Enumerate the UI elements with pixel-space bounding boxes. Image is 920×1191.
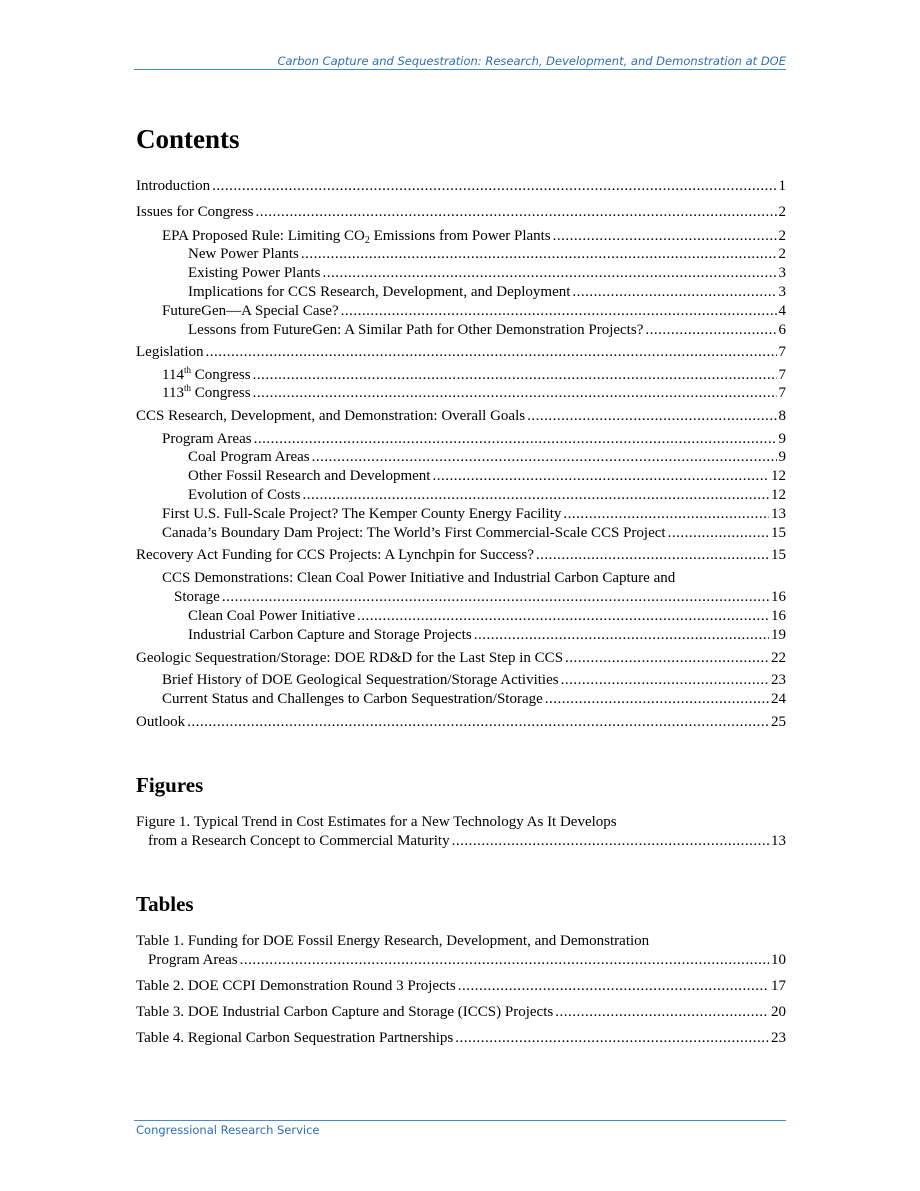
- toc-entry[interactable]: [188, 625, 786, 645]
- dot-leader: [545, 689, 769, 709]
- toc-entry[interactable]: [136, 342, 786, 362]
- toc-entry-page: 1: [778, 178, 786, 194]
- toc-entry-title: Legislation: [136, 344, 204, 360]
- dot-leader: [301, 244, 777, 264]
- toc-entry-title: Introduction: [136, 178, 211, 194]
- toc-entry-title: Program Areas: [148, 952, 238, 968]
- toc-entry-title-line1: Table 1. Funding for DOE Fossil Energy Research, Development, and Demonstration: [136, 933, 650, 949]
- toc-entry-title: Table 3. DOE Industrial Carbon Capture and Storage (ICCS) Projects: [136, 1004, 554, 1020]
- toc-entry-page: 19: [771, 627, 786, 643]
- toc-entry-page: 20: [771, 1004, 786, 1020]
- dot-leader: [645, 320, 776, 340]
- toc-entry[interactable]: [136, 648, 786, 668]
- dot-leader: [256, 202, 777, 222]
- toc-entry-page: 6: [778, 322, 786, 338]
- toc-entry-page: 2: [778, 246, 786, 262]
- footer-rule: [134, 1120, 786, 1121]
- figure-entry[interactable]: [148, 831, 786, 851]
- dot-leader: [187, 712, 769, 732]
- dot-leader: [253, 365, 777, 385]
- toc-entry[interactable]: [162, 504, 786, 524]
- toc-entry-page: 24: [771, 691, 786, 707]
- toc-entry-title: Storage: [174, 589, 220, 605]
- toc-entry-page: 2: [778, 228, 786, 244]
- toc-entry[interactable]: [136, 712, 786, 732]
- toc-entry[interactable]: [162, 383, 786, 403]
- dot-leader: [206, 342, 777, 362]
- toc-entry-page: 23: [771, 1030, 786, 1046]
- dot-leader: [254, 429, 777, 449]
- toc-entry-page: 3: [778, 284, 786, 300]
- dot-leader: [253, 383, 777, 403]
- toc-entry-page: 16: [771, 608, 786, 624]
- tables-heading: Tables: [136, 892, 194, 916]
- dot-leader: [565, 648, 769, 668]
- toc-entry-title: Lessons from FutureGen: A Similar Path for Other Demonstration Projects?: [188, 322, 644, 338]
- toc-entry-title: Program Areas: [162, 431, 252, 447]
- toc-entry[interactable]: [162, 523, 786, 543]
- toc-entry-page: 12: [771, 487, 786, 503]
- toc-entry-page: 15: [771, 547, 786, 563]
- dot-leader: [474, 625, 769, 645]
- dot-leader: [555, 1002, 769, 1022]
- toc-entry-page: 25: [771, 714, 786, 730]
- toc-entry-page: 9: [778, 449, 786, 465]
- toc-entry[interactable]: [162, 226, 786, 246]
- toc-entry-title: Geologic Sequestration/Storage: DOE RD&D for the Last Step in CCS: [136, 650, 564, 666]
- toc-entry-title: 114th Congress: [162, 365, 251, 383]
- toc-entry-title-line1: CCS Demonstrations: Clean Coal Power Initiative and Industrial Carbon Capture and: [162, 570, 676, 586]
- toc-entry-title: FutureGen—A Special Case?: [162, 303, 339, 319]
- toc-entry-title: Other Fossil Research and Development: [188, 468, 431, 484]
- toc-entry-title: EPA Proposed Rule: Limiting $CO_2$ Emissions from Power Plants: [162, 228, 551, 246]
- toc-entry-page: 2: [778, 204, 786, 220]
- table-entry[interactable]: [148, 950, 786, 970]
- dot-leader: [357, 606, 769, 626]
- dot-leader: [212, 176, 776, 196]
- dot-leader: [432, 466, 769, 486]
- toc-entry[interactable]: [136, 545, 786, 565]
- toc-entry-title: Clean Coal Power Initiative: [188, 608, 356, 624]
- header-rule: [134, 69, 786, 70]
- toc-entry-page: 13: [771, 833, 786, 849]
- toc-entry[interactable]: [162, 689, 786, 709]
- dot-leader: [527, 406, 776, 426]
- dot-leader: [553, 226, 777, 246]
- table-entry[interactable]: [136, 1002, 786, 1022]
- toc-entry[interactable]: [188, 244, 786, 264]
- toc-entry[interactable]: [136, 202, 786, 222]
- dot-leader: [561, 670, 769, 690]
- toc-entry-title: from a Research Concept to Commercial Maturity: [148, 833, 450, 849]
- table-entry[interactable]: [136, 976, 786, 996]
- toc-entry-title: Current Status and Challenges to Carbon Sequestration/Storage: [162, 691, 543, 707]
- toc-entry-title: Outlook: [136, 714, 186, 730]
- toc-entry-title: 113th Congress: [162, 383, 251, 401]
- toc-entry[interactable]: [188, 606, 786, 626]
- dot-leader: [303, 485, 769, 505]
- toc-entry[interactable]: [162, 301, 786, 321]
- toc-entry[interactable]: [188, 282, 786, 302]
- toc-entry-page: 7: [778, 385, 786, 401]
- dot-leader: [668, 523, 769, 543]
- toc-entry-page: 15: [771, 525, 786, 541]
- toc-entry-title: Table 2. DOE CCPI Demonstration Round 3 Projects: [136, 978, 456, 994]
- dot-leader: [222, 587, 769, 607]
- running-header: Carbon Capture and Sequestration: Research, Development, and Demonstration at DOE: [277, 54, 786, 68]
- toc-entry-page: 10: [771, 952, 786, 968]
- toc-entry[interactable]: [162, 670, 786, 690]
- toc-entry-title: Recovery Act Funding for CCS Projects: A Lynchpin for Success?: [136, 547, 534, 563]
- toc-entry-page: 13: [771, 506, 786, 522]
- toc-entry[interactable]: [188, 263, 786, 283]
- toc-entry[interactable]: [162, 429, 786, 449]
- dot-leader: [323, 263, 777, 283]
- toc-entry-page: 9: [778, 431, 786, 447]
- toc-entry-page: 3: [778, 265, 786, 281]
- toc-entry-page: 7: [778, 367, 786, 383]
- toc-entry[interactable]: [136, 406, 786, 426]
- toc-entry-title: First U.S. Full-Scale Project? The Kemper County Energy Facility: [162, 506, 562, 522]
- toc-entry[interactable]: [188, 320, 786, 340]
- toc-entry-title: Existing Power Plants: [188, 265, 321, 281]
- toc-entry-page: 22: [771, 650, 786, 666]
- contents-heading: Contents: [136, 124, 240, 154]
- dot-leader: [452, 831, 769, 851]
- figures-heading: Figures: [136, 773, 204, 797]
- toc-entry[interactable]: [174, 587, 786, 607]
- toc-entry[interactable]: [136, 176, 786, 196]
- dot-leader: [563, 504, 769, 524]
- toc-entry-page: 16: [771, 589, 786, 605]
- toc-entry[interactable]: [188, 466, 786, 486]
- toc-entry[interactable]: [188, 485, 786, 505]
- toc-entry-title-line1: Figure 1. Typical Trend in Cost Estimates for a New Technology As It Develops: [136, 814, 617, 830]
- toc-entry-title: Implications for CCS Research, Development, and Deployment: [188, 284, 571, 300]
- toc-entry-title: Issues for Congress: [136, 204, 254, 220]
- toc-entry-page: 4: [778, 303, 786, 319]
- dot-leader: [536, 545, 769, 565]
- toc-entry-title: Evolution of Costs: [188, 487, 301, 503]
- dot-leader: [341, 301, 777, 321]
- toc-entry-page: 17: [771, 978, 786, 994]
- toc-entry-title: Table 4. Regional Carbon Sequestration Partnerships: [136, 1030, 454, 1046]
- toc-entry[interactable]: [188, 447, 786, 467]
- toc-entry-title: Brief History of DOE Geological Sequestration/Storage Activities: [162, 672, 559, 688]
- toc-entry-title: Coal Program Areas: [188, 449, 310, 465]
- toc-entry-title: New Power Plants: [188, 246, 299, 262]
- dot-leader: [458, 976, 769, 996]
- toc-entry-page: 7: [778, 344, 786, 360]
- toc-entry-page: 23: [771, 672, 786, 688]
- toc-entry-page: 8: [778, 408, 786, 424]
- dot-leader: [572, 282, 776, 302]
- toc-entry-page: 12: [771, 468, 786, 484]
- toc-entry-title: CCS Research, Development, and Demonstration: Overall Goals: [136, 408, 526, 424]
- footer-publisher: Congressional Research Service: [136, 1123, 320, 1137]
- toc-entry-title: Industrial Carbon Capture and Storage Projects: [188, 627, 472, 643]
- toc-entry-title: Canada’s Boundary Dam Project: The World’s First Commercial-Scale CCS Project: [162, 525, 666, 541]
- table-entry[interactable]: [136, 1028, 786, 1048]
- dot-leader: [240, 950, 769, 970]
- toc-entry[interactable]: [162, 365, 786, 385]
- dot-leader: [455, 1028, 769, 1048]
- dot-leader: [312, 447, 777, 467]
